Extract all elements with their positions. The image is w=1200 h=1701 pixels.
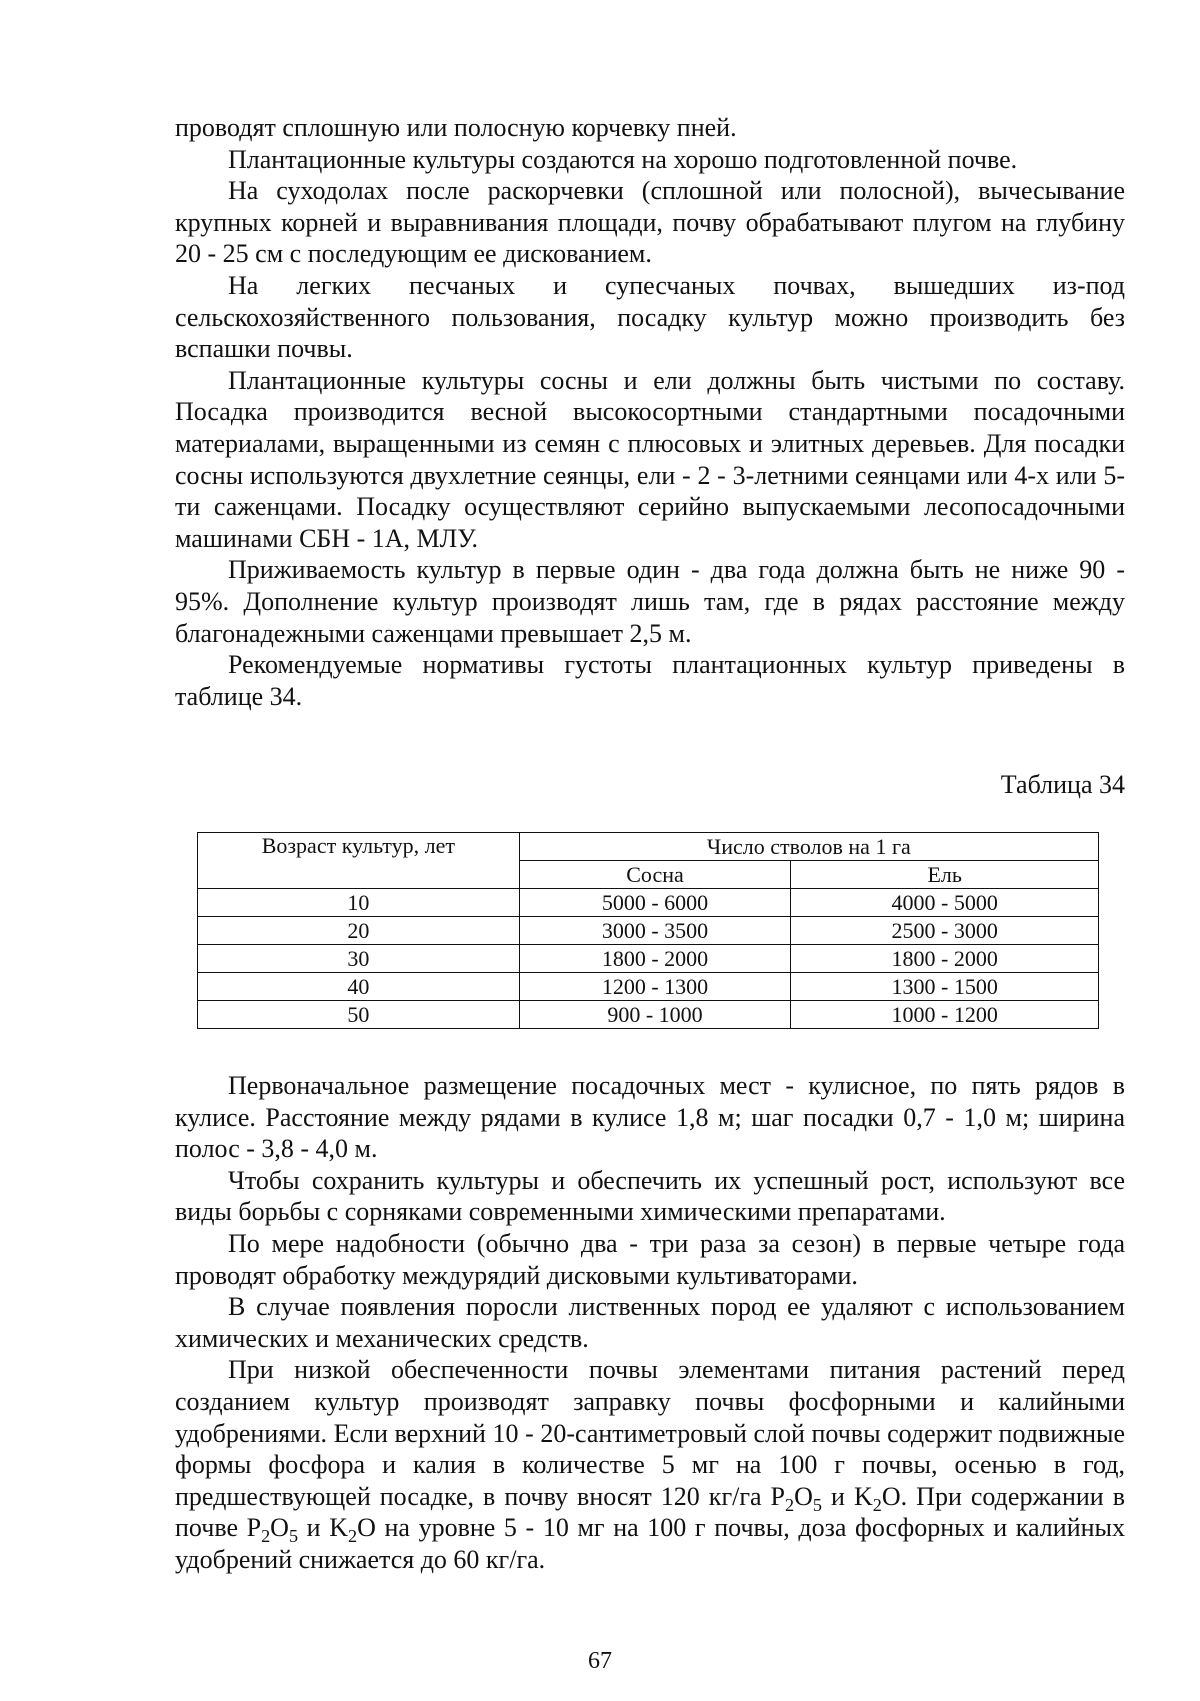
text-run: O — [794, 1481, 813, 1511]
paragraph: проводят сплошную или полосную корчевку пней. — [175, 113, 737, 142]
subscript: 5 — [288, 1526, 299, 1547]
cell-spruce: 1300 - 1500 — [791, 973, 1099, 1001]
paragraph: Первоначальное размещение посадочных мест - кулисное, по пять рядов в кулисе. Расстояние между рядами в кулисе 1,8 м; шаг посадки 0,7 - 1,0 м; ширина полос - 3,8 - 4,0 м. — [175, 1071, 1125, 1164]
subscript: 2 — [785, 1494, 795, 1515]
text-run: и K — [822, 1481, 873, 1511]
table-row — [198, 1001, 1099, 1029]
paragraph: По мере надобности (обычно два - три раза за сезон) в первые четыре года проводят обработку междурядий дисковыми культиваторами. — [175, 1228, 1125, 1290]
table-header-row — [198, 833, 1099, 861]
subscript: 2 — [261, 1526, 271, 1547]
subscript: 2 — [348, 1526, 358, 1547]
cell-spruce: 1000 - 1200 — [791, 1001, 1099, 1029]
paragraph: Чтобы сохранить культуры и обеспечить их успешный рост, используют все виды борьбы с сорняками современными химическими препаратами. — [175, 1165, 1125, 1227]
cell-age: 20 — [198, 917, 520, 945]
text-run: и K — [298, 1513, 348, 1543]
text-run: При низкой обеспеченности почвы элементами питания растений перед созданием культур производят заправку почвы фосфорными и калийными удобрениями. Если верхний 10 - 20-сантиметровый слой почвы содержит подвижные формы фосфора и калия в количестве 5 мг на 100 г почвы, осенью в год, предшествующей посадке, в почву вносят 120 кг/га P — [175, 1355, 1125, 1511]
cell-pine: 1800 - 2000 — [519, 945, 791, 973]
paragraph: Плантационные культуры создаются на хорошо подготовленной почве. — [228, 144, 1018, 174]
text-run: O на уровне 5 - 10 мг на 100 г почвы, доза фосфорных и калийных удобрений снижается до 60 кг/га. — [175, 1513, 1125, 1574]
header-spruce: Ель — [791, 861, 1099, 889]
paragraph: Приживаемость культур в первые один - два года должна быть не ниже 90 - 95%. Дополнение культур производят лишь там, где в рядах расстояние между благонадежными саженцами превышает 2,5 м. — [175, 555, 1125, 648]
header-pine: Сосна — [519, 861, 791, 889]
density-table — [197, 832, 1099, 1029]
table-row — [198, 889, 1099, 917]
header-trunk-count: Число стволов на 1 га — [519, 833, 1098, 861]
cell-spruce: 1800 - 2000 — [791, 945, 1099, 973]
fertilizer-paragraph — [175, 1354, 1125, 1575]
page-number: 67 — [588, 1648, 612, 1674]
paragraph: На легких песчаных и супесчаных почвах, вышедших из-под сельскохозяйственного пользования, посадку культур можно производить без вспашки почвы. — [175, 270, 1125, 364]
cell-age: 40 — [198, 973, 520, 1001]
cell-pine: 1200 - 1300 — [519, 973, 791, 1001]
subscript: 5 — [812, 1494, 822, 1515]
text-run: O. При содержании в почве P — [175, 1481, 1125, 1543]
table-caption: Таблица 34 — [1000, 770, 1125, 799]
text-run: O — [270, 1513, 289, 1543]
cell-pine: 900 - 1000 — [519, 1001, 791, 1029]
table-row — [198, 945, 1099, 973]
cell-pine: 5000 - 6000 — [519, 889, 791, 917]
cell-spruce: 2500 - 3000 — [791, 917, 1099, 945]
cell-spruce: 4000 - 5000 — [791, 889, 1099, 917]
paragraph: В случае появления поросли лиственных пород ее удаляют с использованием химических и механических средств. — [175, 1292, 1125, 1353]
header-age: Возраст культур, лет — [198, 833, 520, 889]
subscript: 2 — [872, 1494, 882, 1515]
bottom-text-block — [175, 1070, 1125, 1576]
paragraph: На суходолах после раскорчевки (сплошной или полосной), вычесывание крупных корней и выравнивания площади, почву обрабатывают плугом на глубину 20 - 25 см с последующим ее дискованием. — [175, 176, 1125, 269]
paragraph: Плантационные культуры сосны и ели должны быть чистыми по составу. Посадка производится весной высокосортными стандартными посадочными материалами, выращенными из семян с плюсовых и элитных деревьев. Для посадки сосны используются двухлетние сеянцы, ели - 2 - 3-летними сеянцами или 4-х или 5-ти саженцами. Посадку осуществляют серийно выпускаемыми лесопосадочными машинами СБН - 1А, МЛУ. — [175, 365, 1125, 553]
table-row — [198, 917, 1099, 945]
cell-age: 10 — [198, 889, 520, 917]
cell-age: 50 — [198, 1001, 520, 1029]
cell-age: 30 — [198, 945, 520, 973]
top-text-block — [175, 112, 1125, 712]
cell-pine: 3000 - 3500 — [519, 917, 791, 945]
paragraph: Рекомендуемые нормативы густоты плантационных культур приведены в таблице 34. — [175, 650, 1125, 711]
table-row — [198, 973, 1099, 1001]
